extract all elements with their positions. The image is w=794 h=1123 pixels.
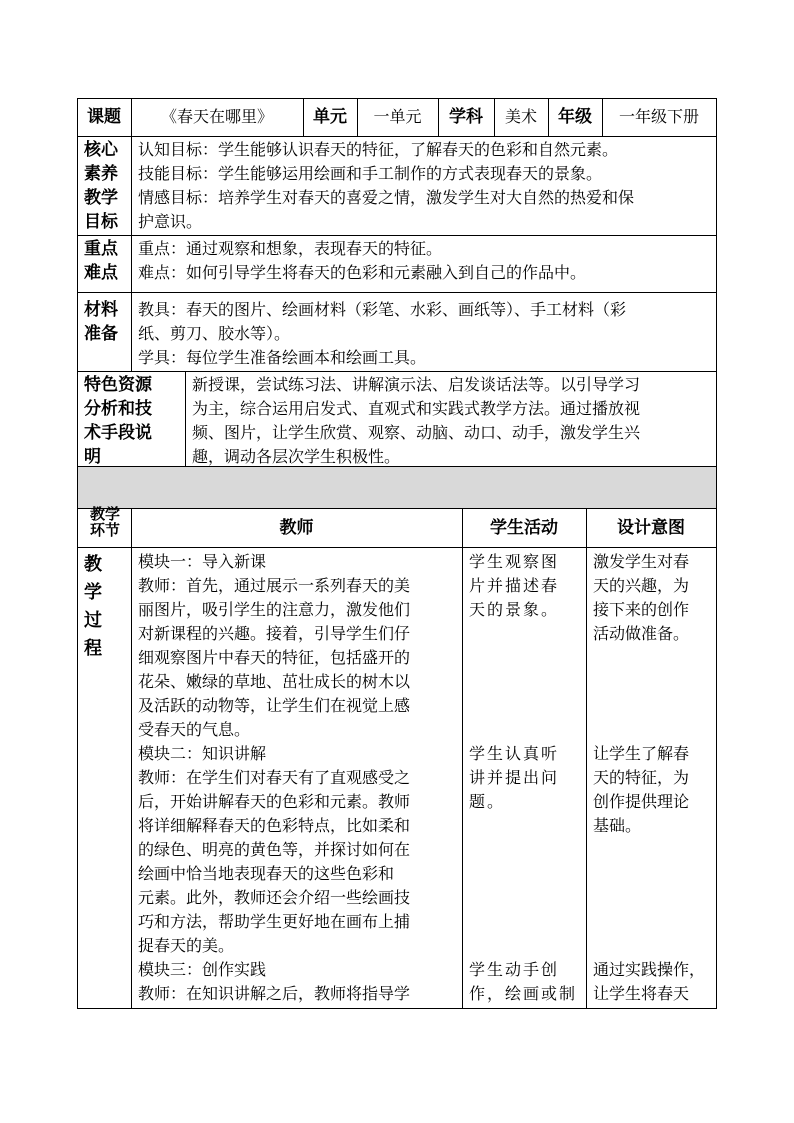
text-line: 接下来的创作 <box>593 600 690 619</box>
text-line: 后，开始讲解春天的色彩和元素。教师 <box>138 792 411 811</box>
text-line: 学生认真听 <box>469 744 560 763</box>
label-line: 重点 <box>84 239 118 259</box>
text-line: 让学生了解春 <box>593 744 690 763</box>
text-line: 学生观察图 <box>469 552 560 571</box>
text-line: 绘画中恰当地表现春天的这些色彩和 <box>138 864 395 883</box>
label-line: 术手段说 <box>84 423 152 443</box>
text-line: 丽图片，吸引学生的注意力，激发他们 <box>138 600 411 619</box>
shaded-row <box>78 467 716 508</box>
label-char: 过 <box>84 610 102 631</box>
stage-header <box>80 506 130 538</box>
col-divider <box>131 508 132 1008</box>
label-line: 教学 <box>89 505 120 523</box>
row-divider <box>77 235 717 236</box>
text-line: 教具：春天的图片、绘画材料（彩笔、水彩、画纸等）、手工材料（彩 <box>138 300 627 319</box>
text-line: 天的兴趣，为 <box>593 576 690 595</box>
resources-label <box>84 373 184 469</box>
text-line: 元素。此外，教师还会介绍一些绘画技 <box>138 888 411 907</box>
row-divider <box>77 547 717 548</box>
text-line: 受春天的气息。 <box>138 720 251 739</box>
text-line: 为主，综合运用启发式、直观式和实践式教学方法。通过播放视 <box>192 399 641 418</box>
text-line: 教师：首先，通过展示一系列春天的美 <box>138 576 411 595</box>
text-line: 模块三：创作实践 <box>138 960 267 979</box>
label-line: 目标 <box>84 212 118 232</box>
text-line: 的绿色、明亮的黄色等，并探讨如何在 <box>138 840 411 859</box>
text-line: 细观察图片中春天的特征，包括盛开的 <box>138 648 411 667</box>
text-line: 情感目标：培养学生对春天的喜爱之情，激发学生对大自然的热爱和保 <box>138 188 635 207</box>
text-line: 巧和方法，帮助学生更好地在画布上捕 <box>138 912 411 931</box>
label-line: 材料 <box>84 300 118 320</box>
text-line: 活动做准备。 <box>593 624 690 643</box>
col-divider <box>586 508 587 1008</box>
text-line: 花朵、嫩绿的草地、茁壮成长的树木以 <box>138 672 411 691</box>
materials-text <box>138 298 714 370</box>
grade-value: 一年级下册 <box>618 107 699 126</box>
label-char: 教 <box>84 554 102 575</box>
design-header: 设计意图 <box>617 517 685 538</box>
text-line: 认知目标：学生能够认识春天的特征，了解春天的色彩和自然元素。 <box>138 140 619 159</box>
materials-label <box>84 298 130 346</box>
text-line: 教师：在知识讲解之后，教师将指导学 <box>138 984 411 1003</box>
row-divider <box>77 371 717 372</box>
text-line: 模块一：导入新课 <box>138 552 267 571</box>
label-line: 素养 <box>84 164 118 184</box>
text-line: 讲并提出问 <box>469 768 560 787</box>
module-3-student <box>469 958 584 1006</box>
text-line: 让学生将春天 <box>593 984 690 1003</box>
label-line: 特色资源 <box>84 375 152 395</box>
topic-value: 《春天在哪里》 <box>160 107 273 126</box>
text-line: 天的景象。 <box>469 600 560 619</box>
text-line: 及活跃的动物等，让学生们在视觉上感 <box>138 696 411 715</box>
text-line: 通过实践操作， <box>593 960 706 979</box>
text-line: 护意识。 <box>138 212 203 231</box>
text-line: 学具：每位学生准备绘画本和绘画工具。 <box>138 348 427 367</box>
student-header: 学生活动 <box>490 517 558 538</box>
text-line: 对新课程的兴趣。接着，引导学生们仔 <box>138 624 411 643</box>
label-line: 难点 <box>84 263 118 283</box>
module-1-student <box>469 550 584 622</box>
text-line: 作，绘画或制 <box>469 984 578 1003</box>
text-line: 学生动手创 <box>469 960 560 979</box>
module-2-student <box>469 742 584 814</box>
label-line: 明 <box>84 447 101 467</box>
row-divider <box>77 136 717 137</box>
subject-value: 美术 <box>504 107 537 126</box>
keypoints-label <box>84 237 130 285</box>
core-objectives-text <box>138 138 714 234</box>
grade-label: 年级 <box>558 107 592 127</box>
text-line: 频、图片，让学生欣赏、观察、动脑、动口、动手，激发学生兴 <box>192 423 641 442</box>
label-line: 分析和技 <box>84 399 152 419</box>
label-line: 环节 <box>89 521 120 539</box>
label-char: 学 <box>84 582 102 603</box>
unit-label: 单元 <box>313 107 347 127</box>
process-stage-label <box>84 551 124 663</box>
module-2-teacher <box>138 742 460 958</box>
unit-value: 一单元 <box>373 107 422 126</box>
module-1-design <box>593 550 715 646</box>
text-line: 新授课，尝试练习法、讲解演示法、启发谈话法等。以引导学习 <box>192 375 641 394</box>
text-line: 重点：通过观察和想象，表现春天的特征。 <box>138 239 443 258</box>
module-1-teacher <box>138 550 460 742</box>
label-line: 准备 <box>84 324 118 344</box>
text-line: 难点：如何引导学生将春天的色彩和元素融入到自己的作品中。 <box>138 263 587 282</box>
module-2-design <box>593 742 715 838</box>
text-line: 基础。 <box>593 816 642 835</box>
table-left-border <box>77 98 78 1009</box>
col-divider <box>131 136 132 371</box>
text-line: 捉春天的美。 <box>138 936 235 955</box>
text-line: 技能目标：学生能够运用绘画和手工制作的方式表现春天的景象。 <box>138 164 603 183</box>
col-divider <box>462 508 463 1008</box>
text-line: 天的特征，为 <box>593 768 690 787</box>
topic-label: 课题 <box>87 107 121 127</box>
text-line: 教师：在学生们对春天有了直观感受之 <box>138 768 411 787</box>
text-line: 创作提供理论 <box>593 792 690 811</box>
label-line: 核心 <box>84 140 118 160</box>
table-bottom-border <box>77 1008 717 1009</box>
core-objectives-label <box>84 138 130 234</box>
text-line: 将详细解释春天的色彩特点，比如柔和 <box>138 816 411 835</box>
resources-text <box>192 373 714 469</box>
label-char: 程 <box>84 638 102 659</box>
subject-label: 学科 <box>449 107 483 127</box>
keypoints-text <box>138 237 714 285</box>
label-line: 教学 <box>84 188 118 208</box>
text-line: 纸、剪刀、胶水等）。 <box>138 324 291 343</box>
teacher-header: 教师 <box>279 517 314 538</box>
text-line: 题。 <box>469 792 506 811</box>
text-line: 片并描述春 <box>469 576 560 595</box>
row-divider <box>77 292 717 293</box>
module-3-teacher <box>138 958 460 1006</box>
col-divider <box>185 371 186 466</box>
table-right-border <box>716 98 717 1009</box>
module-3-design <box>593 958 715 1006</box>
text-line: 模块二：知识讲解 <box>138 744 267 763</box>
text-line: 激发学生对春 <box>593 552 690 571</box>
text-line: 趣，调动各层次学生积极性。 <box>192 447 401 466</box>
